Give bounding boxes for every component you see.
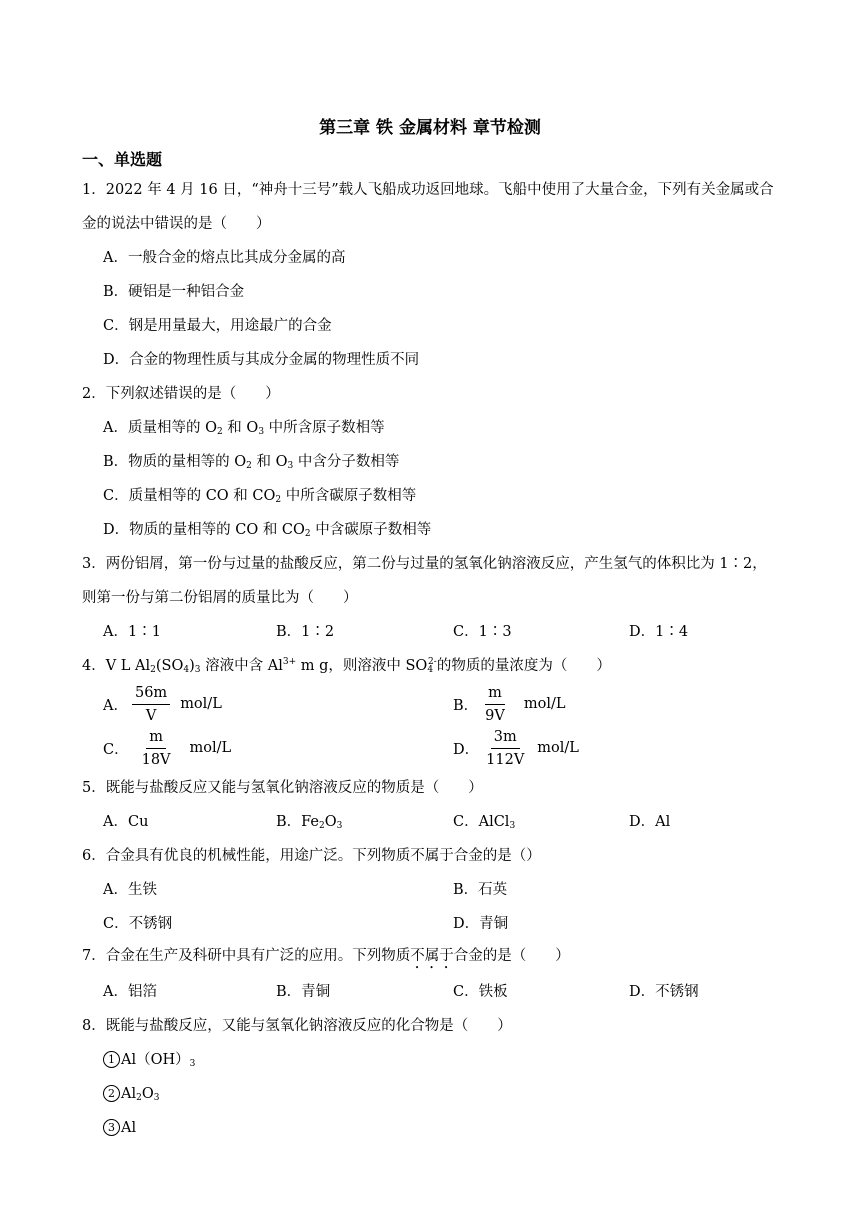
question-6-option-c: C．不锈钢 <box>103 916 173 932</box>
page-title: 第三章 铁 金属材料 章节检测 <box>319 118 541 138</box>
question-1-option-c: C．钢是用量最大，用途最广的合金 <box>103 318 332 334</box>
question-8-item-1: 1 $Al(OH)_3$ <box>103 1050 195 1070</box>
question-3-option-d: D．1∶4 <box>629 624 689 640</box>
question-6-option-b: B．石英 <box>453 882 508 898</box>
question-3-option-b: B．1∶2 <box>276 624 335 640</box>
question-1-option-a: A．一般合金的熔点比其成分金属的高 <box>103 250 346 266</box>
question-4-option-d: D． $\frac{3m}{112V}$ mol/L <box>453 728 579 768</box>
question-7-stem: 7．合金在生产及科研中具有广泛的应用。下列物质不属于合金的是（ ） <box>82 948 570 964</box>
question-6-option-a: A．生铁 <box>103 882 157 898</box>
question-8-item-2: 2 $Al_2O_3$ <box>103 1084 159 1104</box>
question-5-option-d: D．Al <box>629 814 671 830</box>
question-5-option-a: A．Cu <box>103 814 149 830</box>
circled-number: 1 <box>103 1051 120 1068</box>
question-4-option-c: C． $\frac{m}{18V}$ mol/L <box>103 728 232 768</box>
question-2-option-b: B．物质的量相等的 $O_2$ 和 $O_3$ 中含分子数相等 <box>103 454 400 471</box>
question-3-stem-line2: 则第一份与第二份铝屑的质量比为（ ） <box>82 590 358 606</box>
question-1-stem-line2: 金的说法中错误的是（ ） <box>82 216 271 232</box>
question-3-option-a: A．1∶1 <box>103 624 161 640</box>
question-2-stem: 2．下列叙述错误的是（ ） <box>82 386 280 402</box>
question-2-option-d: D．物质的量相等的 CO 和 $CO_2$ 中含碳原子数相等 <box>103 522 432 539</box>
circled-number: 2 <box>103 1085 120 1102</box>
question-1-option-d: D．合金的物理性质与其成分金属的物理性质不同 <box>103 352 420 368</box>
question-8-item-3: 3 Al <box>103 1118 136 1138</box>
question-5-option-c: C．AlCl$_3$ <box>453 814 516 831</box>
question-7-option-a: A．铝箔 <box>103 984 157 1000</box>
question-3-option-c: C．1∶3 <box>453 624 512 640</box>
question-5-stem: 5．既能与盐酸反应又能与氢氧化钠溶液反应的物质是（ ） <box>82 780 483 796</box>
question-6-stem: 6．合金具有优良的机械性能，用途广泛。下列物质不属于合金的是（） <box>82 848 541 864</box>
question-6-option-d: D．青铜 <box>453 916 509 932</box>
question-4-stem: 4．V L $Al_2(SO_4)_3$ 溶液中含 $Al^{3+}$ m g，则溶液中 $SO_4^{2-}$的物质的量浓度为（ ） <box>82 657 611 675</box>
question-2-option-c: C．质量相等的 CO 和 $CO_2$ 中所含碳原子数相等 <box>103 488 417 505</box>
fraction: $\frac{3m}{112V}$ <box>486 728 525 768</box>
question-1-stem-line1: 1．2022 年 4 月 16 日，“神舟十三号”载人飞船成功返回地球。飞船中使用了大量合金，下列有关金属或合 <box>82 182 774 198</box>
question-2-option-a: A．质量相等的 $O_2$ 和 $O_3$ 中所含原子数相等 <box>103 420 385 437</box>
fraction: $\frac{m}{18V}$ <box>141 728 171 768</box>
question-7-option-d: D．不锈钢 <box>629 984 699 1000</box>
section-heading: 一、单选题 <box>82 150 163 169</box>
question-4-option-b: B． $\frac{m}{9V}$ mol/L <box>453 684 566 724</box>
emphasis-text: 不属于 <box>410 948 454 964</box>
question-7-option-c: C．铁板 <box>453 984 508 1000</box>
circled-number: 3 <box>103 1119 120 1136</box>
question-4-option-a: A． $\frac{56m}{V}$ mol/L <box>103 684 222 724</box>
fraction: $\frac{56m}{V}$ <box>132 684 170 725</box>
question-5-option-b: B．$Fe_2O_3$ <box>276 814 343 831</box>
question-8-stem: 8．既能与盐酸反应，又能与氢氧化钠溶液反应的化合物是（ ） <box>82 1018 512 1034</box>
fraction: $\frac{m}{9V}$ <box>485 684 505 724</box>
question-7-option-b: B．青铜 <box>276 984 331 1000</box>
question-1-option-b: B．硬铝是一种铝合金 <box>103 284 245 300</box>
question-3-stem-line1: 3．两份铝屑，第一份与过量的盐酸反应，第二份与过量的氢氧化钠溶液反应，产生氢气的体积比为 1∶2， <box>82 556 767 572</box>
